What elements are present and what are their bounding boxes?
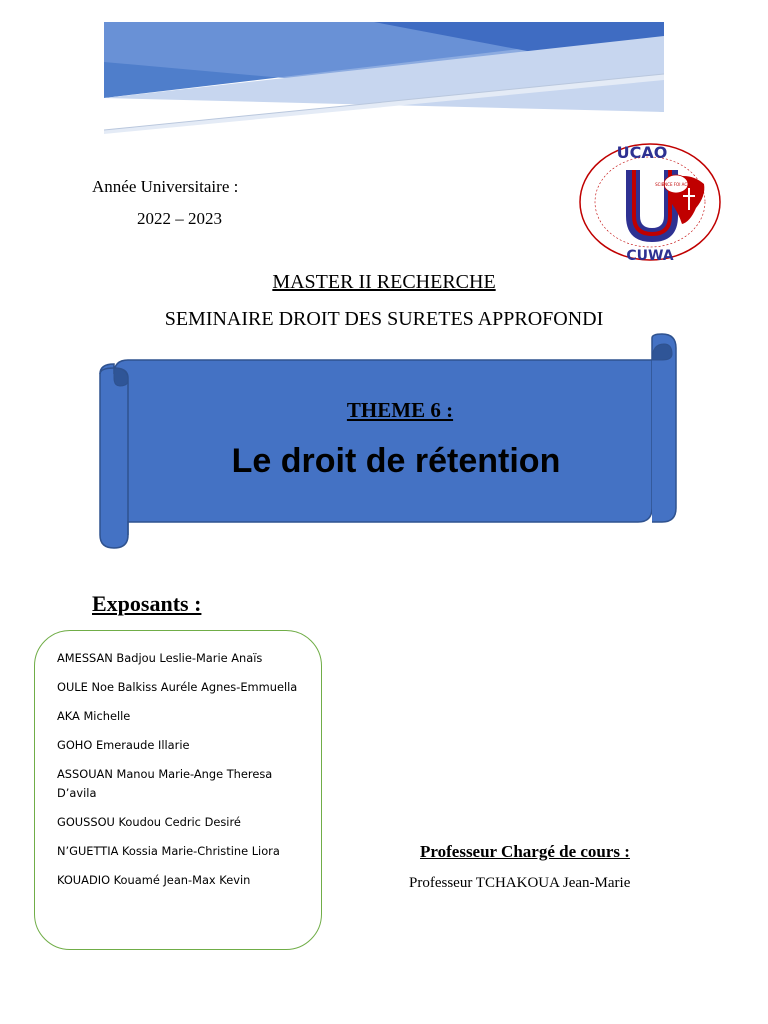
logo-top-text: UCAO <box>616 143 668 162</box>
exposants-box <box>34 630 322 950</box>
professor-name: Professeur TCHAKOUA Jean-Marie <box>409 875 631 891</box>
professor-heading: Professeur Chargé de cours : <box>420 842 630 861</box>
program-level: MASTER II RECHERCHE <box>272 271 496 293</box>
list-item: ASSOUAN Manou Marie-Ange Theresa D’avila <box>57 767 273 800</box>
logo-motto: SCIENCE FOI ACTION <box>655 182 697 187</box>
academic-year-label: Année Universitaire : <box>92 177 239 196</box>
academic-year-value: 2022 – 2023 <box>137 209 222 228</box>
list-item: GOUSSOU Koudou Cedric Desiré <box>57 815 241 829</box>
logo-bottom-text: CUWA <box>626 248 674 264</box>
list-item: OULE Noe Balkiss Auréle Agnes-Emmuella <box>57 680 298 694</box>
list-item: KOUADIO Kouamé Jean-Max Kevin <box>57 873 251 887</box>
exposants-heading: Exposants : <box>92 591 202 616</box>
header-banner <box>104 22 664 134</box>
theme-label: THEME 6 : <box>346 398 454 422</box>
theme-title: Le droit de rétention <box>231 442 561 480</box>
list-item: N’GUETTIA Kossia Marie-Christine Liora <box>57 844 280 858</box>
list-item: GOHO Emeraude Illarie <box>57 738 190 752</box>
seminar-title: SEMINAIRE DROIT DES SURETES APPROFONDI <box>164 308 604 330</box>
exposants-list <box>57 649 307 890</box>
list-item: AMESSAN Badjou Leslie-Marie Anaïs <box>57 651 263 665</box>
university-logo <box>568 138 728 266</box>
list-item: AKA Michelle <box>57 709 131 723</box>
